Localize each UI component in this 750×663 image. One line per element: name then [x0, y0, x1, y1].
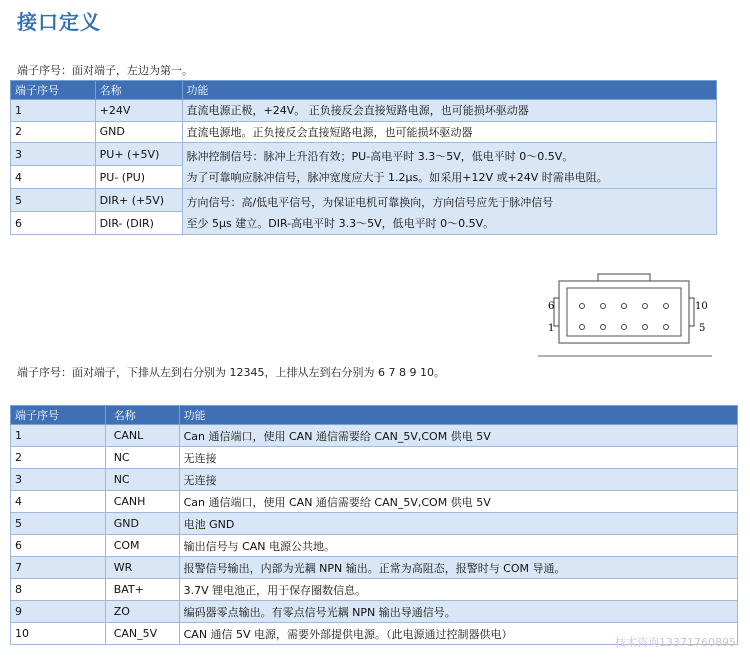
pin-name: NC [105, 447, 179, 469]
pin-name: CANL [105, 425, 179, 447]
pin-order-note: 端子序号：面对端子，左边为第一。 [17, 64, 193, 77]
header-name: 名称 [105, 406, 179, 425]
pin-number: 2 [11, 121, 96, 143]
connector-order-note: 端子序号：面对端子，下排从左到右分别为 12345，上排从左到右分别为 6 7 8 9 10。 [17, 366, 445, 379]
connector-label-5: 5 [699, 323, 706, 334]
pin-name: WR [105, 557, 179, 579]
table-row [11, 121, 717, 143]
pin-number: 9 [11, 601, 106, 623]
table-header-row [11, 81, 717, 100]
pin-number: 1 [11, 100, 96, 122]
table-row [11, 425, 738, 447]
table-row [11, 143, 717, 166]
table-row [11, 100, 717, 122]
table-row [11, 579, 738, 601]
pin-number: 4 [11, 166, 96, 189]
pin-number: 8 [11, 579, 106, 601]
pin-name: PU+ (+5V) [95, 143, 182, 166]
pin-name: CANH [105, 491, 179, 513]
pin-name: +24V [95, 100, 182, 122]
header-function: 功能 [179, 406, 737, 425]
driver-terminal-table [10, 80, 717, 235]
pin-function: 3.7V 锂电池正，用于保存圈数信息。 [179, 579, 737, 601]
header-function: 功能 [182, 81, 716, 100]
pin-number: 1 [11, 425, 106, 447]
pin-name: COM [105, 535, 179, 557]
table-row [11, 491, 738, 513]
watermark: 技术咨询13371760895 [615, 636, 736, 649]
table-row [11, 557, 738, 579]
pin-number: 3 [11, 143, 96, 166]
pin-number: 2 [11, 447, 106, 469]
pin-number: 4 [11, 491, 106, 513]
pin-name: GND [105, 513, 179, 535]
connector-label-1: 1 [548, 323, 555, 334]
table-row [11, 513, 738, 535]
pulse-function-cell [182, 143, 716, 189]
table-row [11, 535, 738, 557]
table-row [11, 189, 717, 212]
page-title: 接口定义 [17, 10, 101, 34]
table-row [11, 447, 738, 469]
pin-function: 编码器零点输出。有零点信号光耦 NPN 输出导通信号。 [179, 601, 737, 623]
pin-function: 无连接 [179, 469, 737, 491]
pin-name: BAT+ [105, 579, 179, 601]
pin-name: NC [105, 469, 179, 491]
pin-function: Can 通信端口，使用 CAN 通信需要给 CAN_5V,COM 供电 5V [179, 491, 737, 513]
pin-number: 5 [11, 513, 106, 535]
dir-function-cell [182, 189, 716, 235]
pin-number: 6 [11, 535, 106, 557]
connector-label-10: 10 [695, 301, 708, 312]
encoder-terminal-table [10, 405, 738, 645]
pin-name: ZO [105, 601, 179, 623]
pulse-function-line: 脉冲控制信号：脉冲上升沿有效；PU-高电平时 3.3～5V，低电平时 0～0.5V。 [186, 150, 574, 163]
pin-function: 无连接 [179, 447, 737, 469]
pin-number: 7 [11, 557, 106, 579]
pin-name: DIR- (DIR) [95, 212, 182, 235]
pin-name: PU- (PU) [95, 166, 182, 189]
pin-function: Can 通信端口，使用 CAN 通信需要给 CAN_5V,COM 供电 5V [179, 425, 737, 447]
pin-function: 直流电源地。正负接反会直接短路电源，也可能损坏驱动器 [182, 121, 716, 143]
connector-label-6: 6 [548, 301, 555, 312]
pin-function: CAN 通信 5V 电源，需要外部提供电源。（此电源通过控制器供电） [179, 623, 737, 645]
table-header-row [11, 406, 738, 425]
pin-number: 3 [11, 469, 106, 491]
pin-number: 5 [11, 189, 96, 212]
pin-name: GND [95, 121, 182, 143]
dir-function-line: 至少 5μs 建立。DIR-高电平时 3.3～5V，低电平时 0～0.5V。 [186, 217, 495, 230]
pin-name: DIR+ (+5V) [95, 189, 182, 212]
header-pin-number: 端子序号 [11, 406, 106, 425]
dir-function-line: 方向信号：高/低电平信号，为保证电机可靠换向，方向信号应先于脉冲信号 [186, 196, 554, 209]
pin-number: 6 [11, 212, 96, 235]
table-row [11, 469, 738, 491]
header-pin-number: 端子序号 [11, 81, 96, 100]
pin-function: 直流电源正极，+24V。 正负接反会直接短路电源，也可能损坏驱动器 [182, 100, 716, 122]
pin-name: CAN_5V [105, 623, 179, 645]
pin-function: 输出信号与 CAN 电源公共地。 [179, 535, 737, 557]
pin-number: 10 [11, 623, 106, 645]
pin-function: 电池 GND [179, 513, 737, 535]
pulse-function-line: 为了可靠响应脉冲信号，脉冲宽度应大于 1.2μs。如采用+12V 或+24V 时需串电阻。 [186, 171, 608, 184]
header-name: 名称 [95, 81, 182, 100]
connector-diagram [530, 268, 720, 363]
table-row [11, 601, 738, 623]
pin-function: 报警信号输出，内部为光耦 NPN 输出。正常为高阻态，报警时与 COM 导通。 [179, 557, 737, 579]
